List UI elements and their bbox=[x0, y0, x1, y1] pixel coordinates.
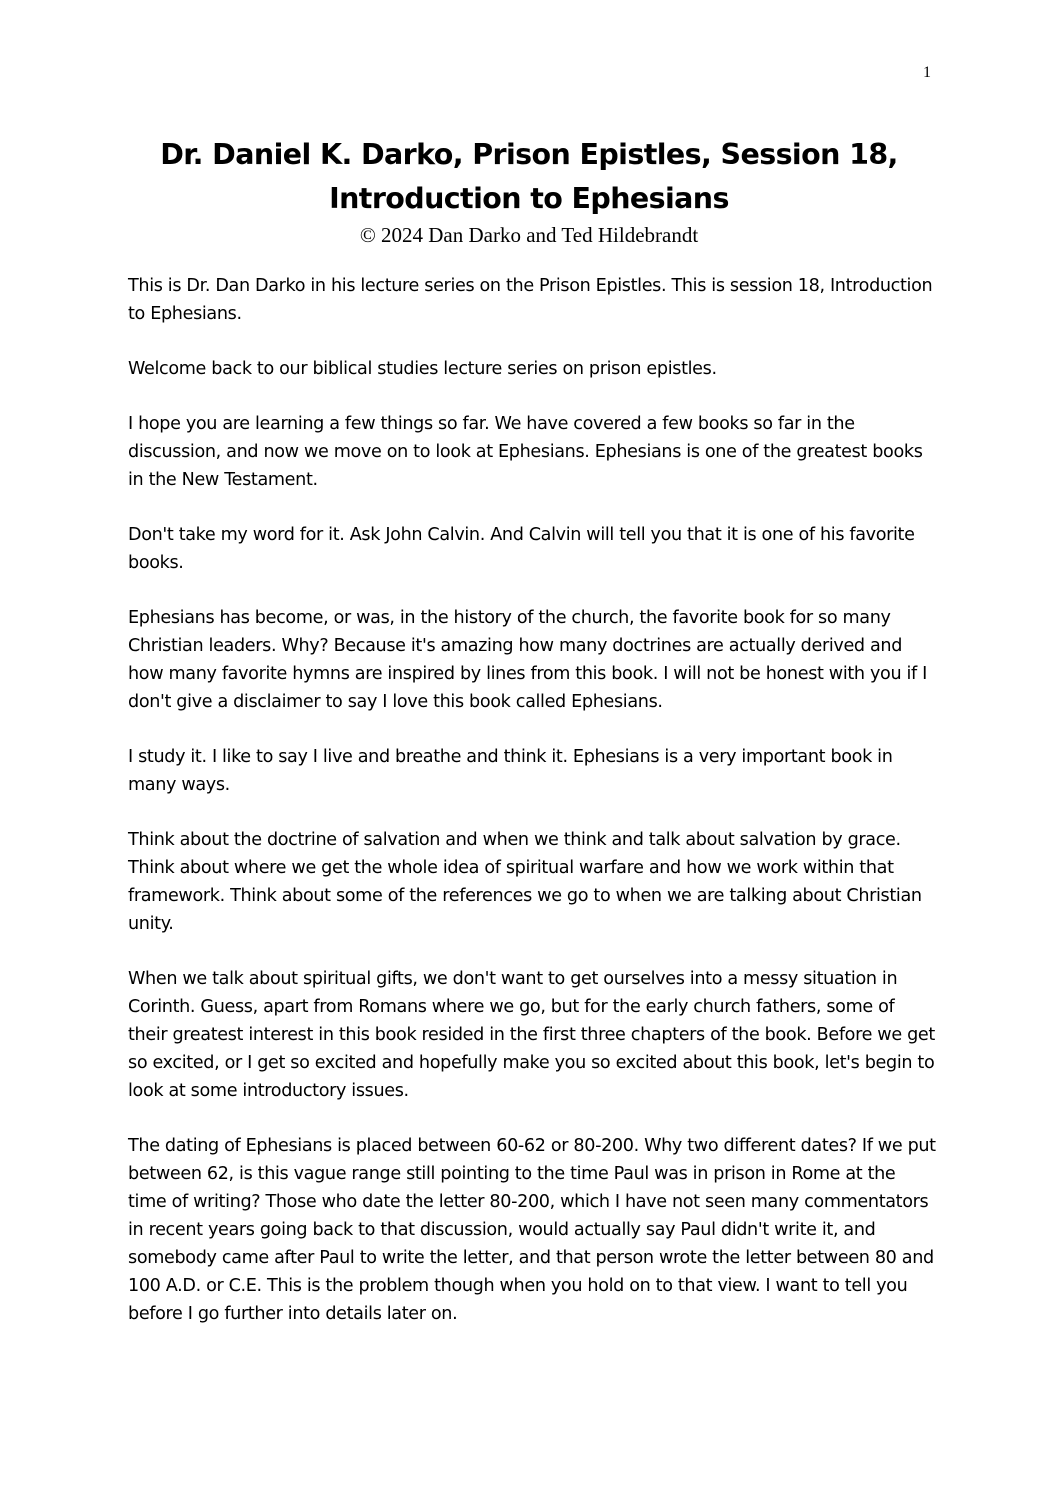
document-body bbox=[128, 272, 938, 1355]
paragraph: I study it. I like to say I live and breathe and think it. Ephesians is a very important book in many ways. bbox=[128, 747, 893, 795]
paragraph: The dating of Ephesians is placed between 60-62 or 80-200. Why two different dates? If we put between 62, is this vague range still pointing to the time Paul was in prison in Rome at the time of writing? Those who date the letter 80-200, which I have not seen many commentators in recent years going back to that discussion, would actually say Paul didn't write it, and somebody came after Paul to write the letter, and that person wrote the letter between 80 and 100 A.D. or C.E. This is the problem though when you hold on to that view. I want to tell you before I go further into details later on. bbox=[128, 1136, 936, 1324]
paragraph: I hope you are learning a few things so far. We have covered a few books so far in the discussion, and now we move on to look at Ephesians. Ephesians is one of the greatest books in the New Testament. bbox=[128, 414, 923, 490]
paragraph: This is Dr. Dan Darko in his lecture series on the Prison Epistles. This is session 18, Introduction to Ephesians. bbox=[128, 276, 933, 324]
paragraph: When we talk about spiritual gifts, we don't want to get ourselves into a messy situation in Corinth. Guess, apart from Romans where we go, but for the early church fathers, some of their greatest interest in this book resided in the first three chapters of the book. Before we get so excited, or I get so excited and hopefully make you so excited about this book, let's begin to look at some introductory issues. bbox=[128, 969, 935, 1101]
paragraph: Welcome back to our biblical studies lecture series on prison epistles. bbox=[128, 359, 717, 379]
document-title-line-1: Dr. Daniel K. Darko, Prison Epistles, Session 18, bbox=[160, 138, 898, 171]
paragraph: Don't take my word for it. Ask John Calvin. And Calvin will tell you that it is one of his favorite books. bbox=[128, 525, 915, 573]
copyright-line: © 2024 Dan Darko and Ted Hildebrandt bbox=[359, 223, 699, 247]
document-title bbox=[100, 133, 958, 221]
paragraph: Think about the doctrine of salvation and when we think and talk about salvation by grace. Think about where we get the whole idea of spiritual warfare and how we work within that framework. Think about some of the references we go to when we are talking about Christian unity. bbox=[128, 830, 922, 934]
page-number: 1 bbox=[923, 64, 931, 81]
paragraph: Ephesians has become, or was, in the history of the church, the favorite book for so many Christian leaders. Why? Because it's amazing how many doctrines are actually derived and how many favorite hymns are inspired by lines from this book. I will not be honest with you if I don't give a disclaimer to say I love this book called Ephesians. bbox=[128, 608, 927, 712]
document-title-line-2: Introduction to Ephesians bbox=[329, 182, 729, 215]
